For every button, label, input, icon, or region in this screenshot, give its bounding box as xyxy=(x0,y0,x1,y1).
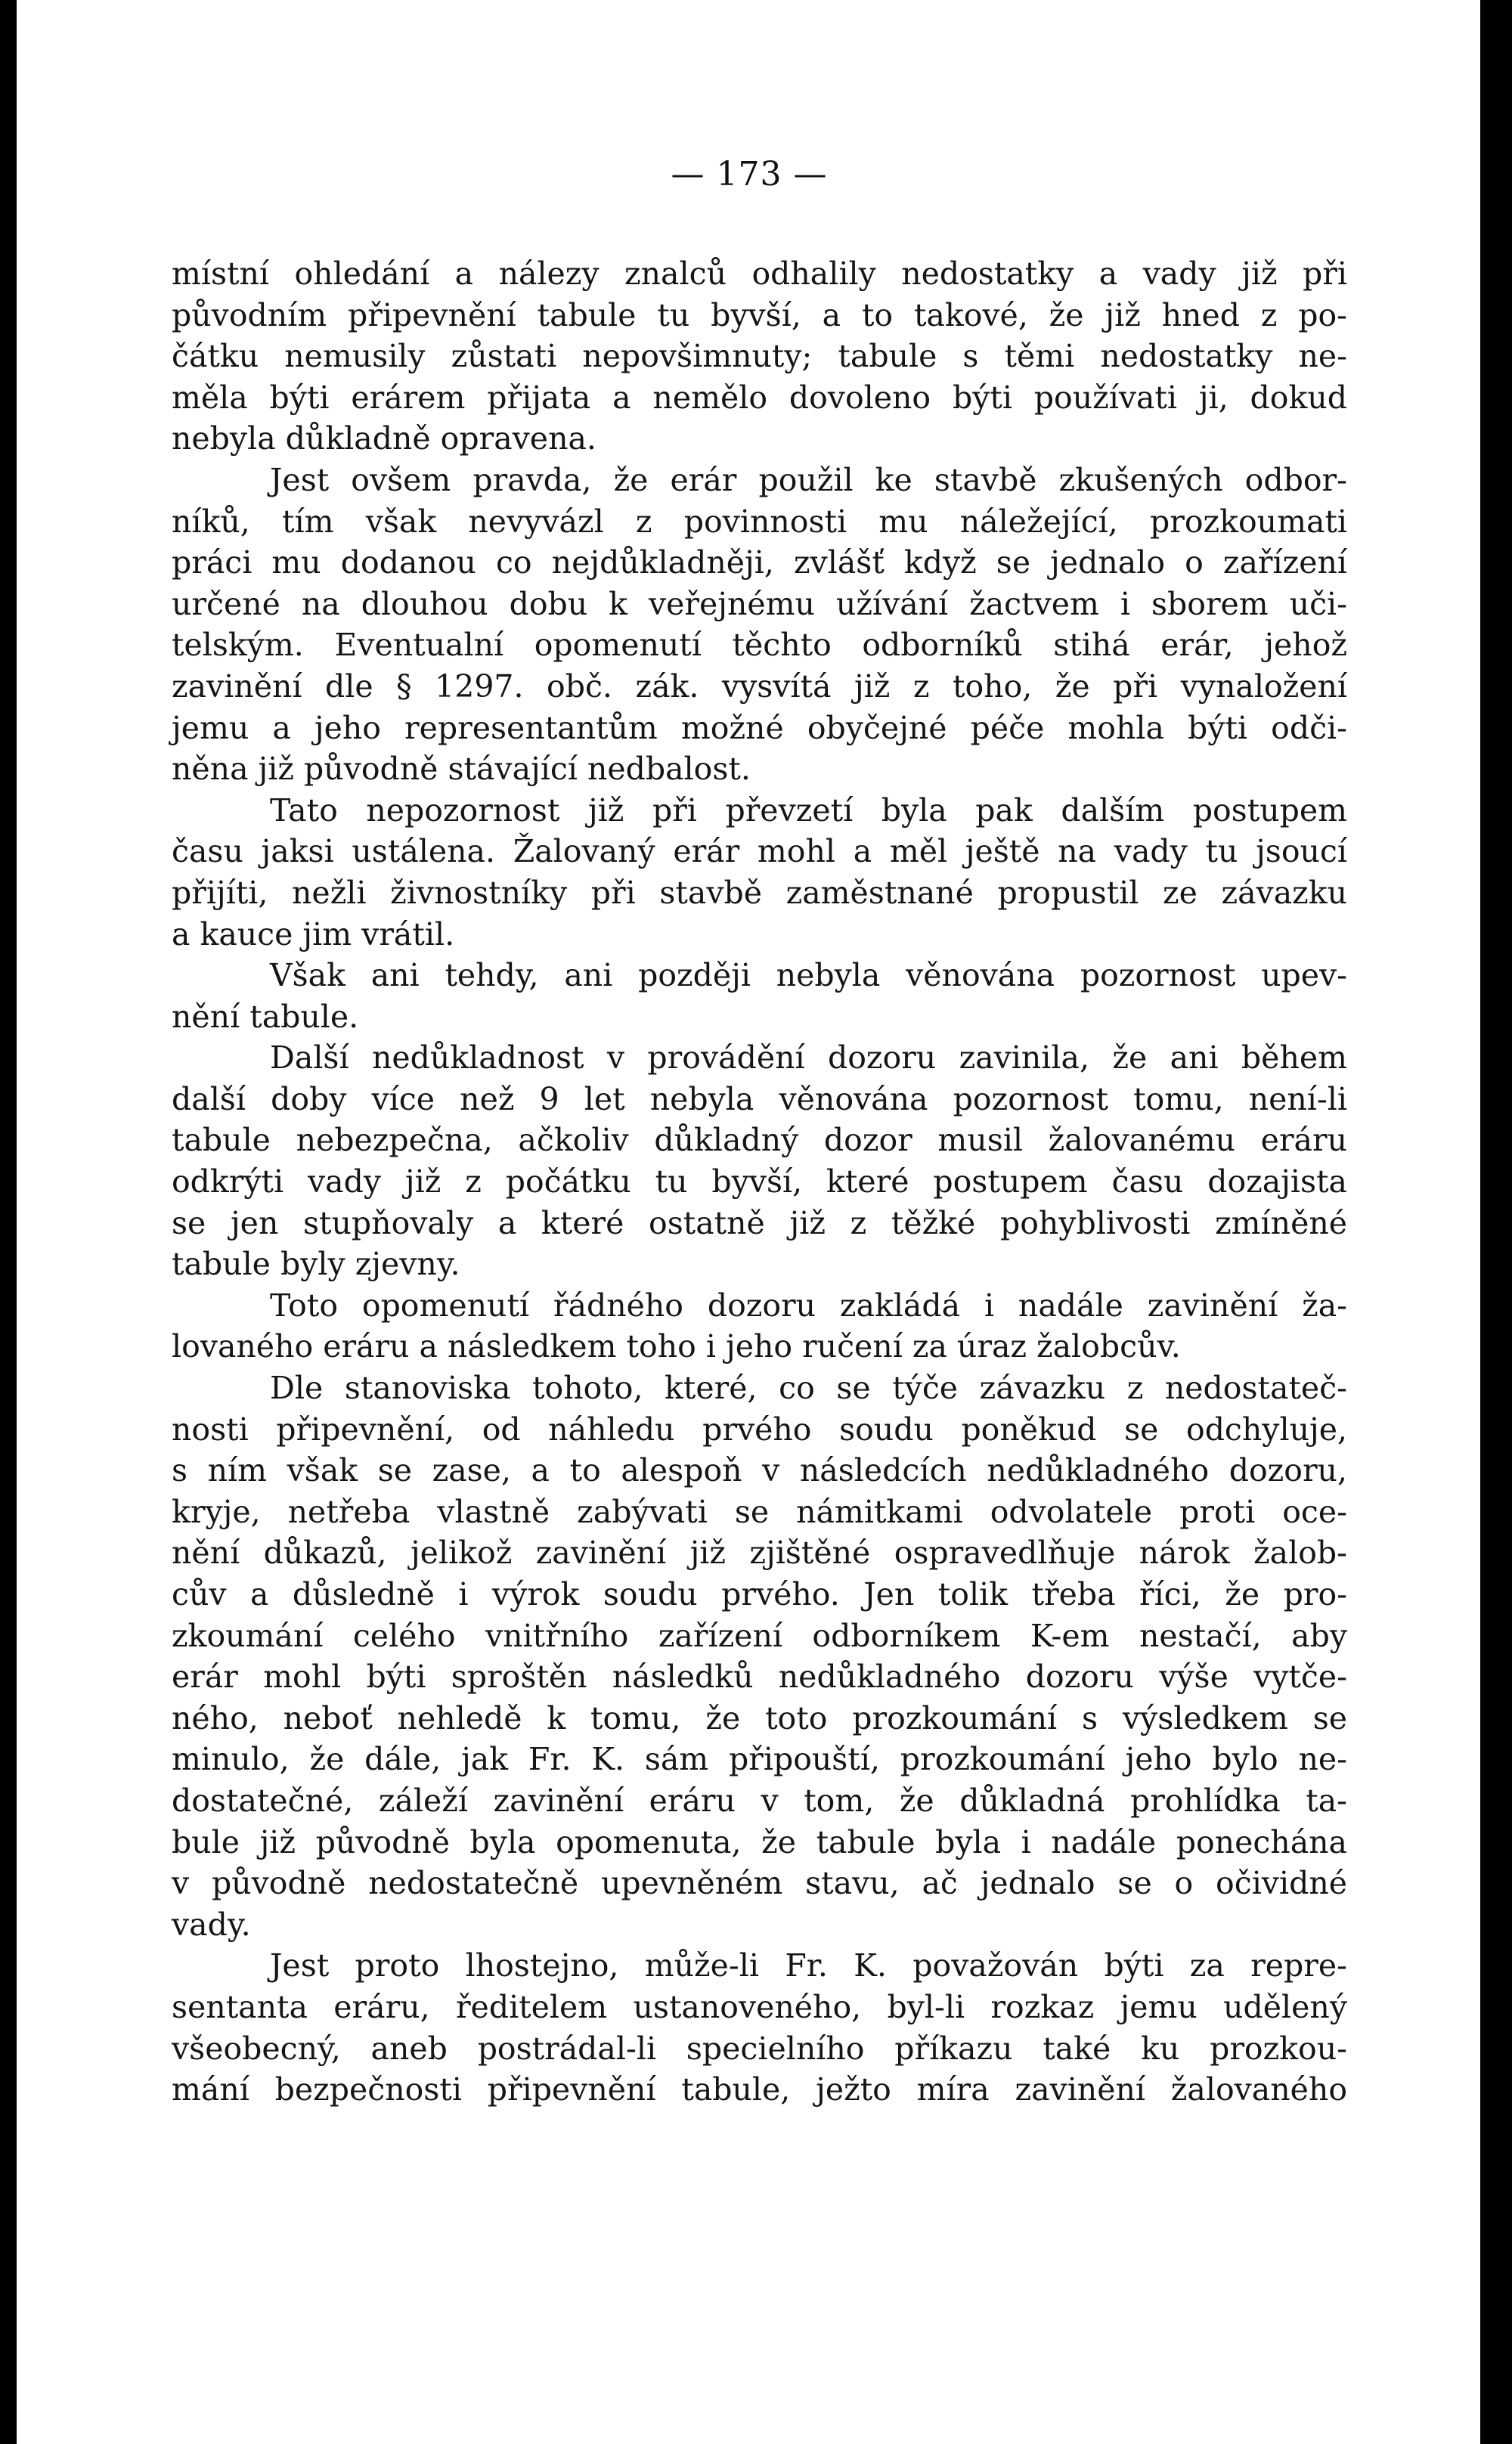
text-line: času jaksi ustálena. Žalovaný erár mohl a měl ještě na vady tu jsoucí xyxy=(172,833,1347,870)
text-line: Dle stanoviska tohoto, které, co se týče závazku z nedostateč- xyxy=(270,1370,1347,1407)
text-line: práci mu dodanou co nejdůkladněji, zvlášť když se jednalo o zařízení xyxy=(172,544,1347,581)
scan-border xyxy=(1480,0,1512,2444)
text-line: nosti připevnění, od náhledu prvého soudu poněkud se odchyluje, xyxy=(172,1411,1347,1448)
text-line: všeobecný, aneb postrádal-li specielního příkazu také ku prozkou- xyxy=(172,2030,1347,2067)
text-line: nění důkazů, jelikož zavinění již zjištěné ospravedlňuje nárok žalob- xyxy=(172,1535,1347,1572)
text-line: Toto opomenutí řádného dozoru zakládá i nadále zavinění ža- xyxy=(270,1287,1347,1324)
text-line: se jen stupňovaly a které ostatně již z těžké pohyblivosti zmíněné xyxy=(172,1204,1347,1241)
text-line: telským. Eventualní opomenutí těchto odborníků stihá erár, jehož xyxy=(172,627,1347,664)
text-line: Však ani tehdy, ani později nebyla věnována pozornost upev- xyxy=(270,957,1347,994)
text-line: Jest proto lhostejno, může-li Fr. K. považován býti za repre- xyxy=(270,1947,1347,1984)
text-line: ného, neboť nehledě k tomu, že toto prozkoumání s výsledkem se xyxy=(172,1699,1347,1736)
text-line: zavinění dle § 1297. obč. zák. vysvítá již z toho, že při vynaložení xyxy=(172,668,1347,705)
text-line: tabule nebezpečna, ačkoliv důkladný dozor musil žalovanému eráru xyxy=(172,1122,1347,1159)
text-line: Tato nepozornost již při převzetí byla pak dalším postupem xyxy=(270,791,1347,829)
text-line: určené na dlouhou dobu k veřejnému užívání žactvem i sborem uči- xyxy=(172,585,1347,622)
text-line: nění tabule. xyxy=(172,998,359,1035)
text-line: a kauce jim vrátil. xyxy=(172,915,455,953)
text-line: Jest ovšem pravda, že erár použil ke stavbě zkušených odbor- xyxy=(270,461,1347,498)
text-line: kryje, netřeba vlastně zabývati se námitkami odvolatele proti oce- xyxy=(172,1493,1347,1530)
text-line: zkoumání celého vnitřního zařízení odborníkem K-em nestačí, aby xyxy=(172,1617,1347,1654)
text-line: tabule byly zjevny. xyxy=(172,1246,460,1283)
text-line: původním připevnění tabule tu byvší, a to takové, že již hned z po- xyxy=(172,296,1347,333)
text-line: mání bezpečnosti připevnění tabule, ježto míra zavinění žalovaného xyxy=(172,2071,1347,2108)
text-line: čátku nemusily zůstati nepovšimnuty; tabule s těmi nedostatky ne- xyxy=(172,338,1347,375)
text-line: Další nedůkladnost v provádění dozoru zavinila, že ani během xyxy=(270,1039,1347,1076)
text-line: další doby více než 9 let nebyla věnována pozornost tomu, není-li xyxy=(172,1080,1347,1117)
text-line: lovaného eráru a následkem toho i jeho ručení za úraz žalobcův. xyxy=(172,1328,1181,1365)
text-line: přijíti, nežli živnostníky při stavbě zaměstnané propustil ze závazku xyxy=(172,874,1347,911)
text-line: něna již původně stávající nedbalost. xyxy=(172,751,751,788)
text-line: dostatečné, záleží zavinění eráru v tom, že důkladná prohlídka ta- xyxy=(172,1782,1347,1819)
page-number: — 173 — xyxy=(671,155,828,194)
text-line: odkrýti vady již z počátku tu byvší, které postupem času dozajista xyxy=(172,1163,1347,1200)
text-line: erár mohl býti sproštěn následků nedůkladného dozoru výše vytče- xyxy=(172,1659,1347,1696)
text-line: níků, tím však nevyvázl z povinnosti mu náležející, prozkoumati xyxy=(172,503,1347,540)
text-line: místní ohledání a nálezy znalců odhalily nedostatky a vady již při xyxy=(172,256,1347,292)
text-line: bule již původně byla opomenuta, že tabule byla i nadále ponechána xyxy=(172,1823,1347,1860)
text-line: minulo, že dále, jak Fr. K. sám připouští, prozkoumání jeho bylo ne- xyxy=(172,1741,1347,1778)
text-line: v původně nedostatečně upevněném stavu, ač jednalo se o očividné xyxy=(172,1865,1347,1902)
text-line: vady. xyxy=(172,1906,251,1943)
text-line: jemu a jeho representantům možné obyčejné péče mohla býti odči- xyxy=(172,709,1347,746)
text-line: měla býti erárem přijata a nemělo dovoleno býti používati ji, dokud xyxy=(172,379,1347,416)
text-line: cův a důsledně i výrok soudu prvého. Jen tolik třeba říci, že pro- xyxy=(172,1576,1347,1612)
text-line: sentanta eráru, ředitelem ustanoveného, byl-li rozkaz jemu udělený xyxy=(172,1988,1347,2025)
book-page xyxy=(17,0,1482,2444)
text-line: nebyla důkladně opravena. xyxy=(172,420,596,457)
text-line: s ním však se zase, a to alespoň v následcích nedůkladného dozoru, xyxy=(172,1452,1347,1489)
body-text xyxy=(172,253,1347,2111)
